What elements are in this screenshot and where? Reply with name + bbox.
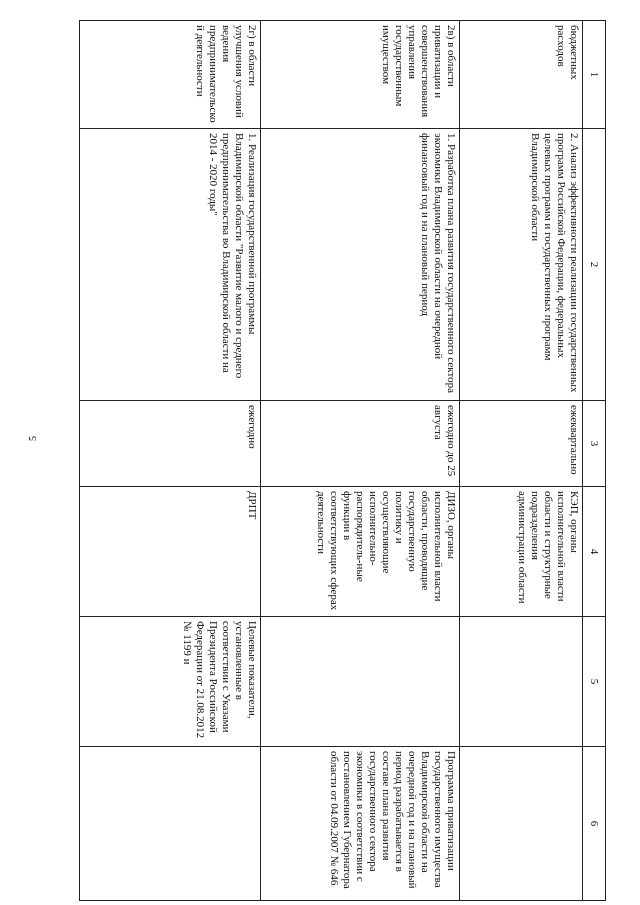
table-cell: 1. Реализация государственной программы Владимирской области "Развитие малого и среднего предпринимательства во Владимирской области на 2014 - 2020 годы" [80, 129, 261, 401]
column-header-2: 2 [583, 129, 606, 401]
column-header-3: 3 [583, 401, 606, 487]
table-cell [80, 747, 261, 901]
table-row [261, 21, 460, 901]
table-row [80, 21, 261, 901]
table-cell: 1. Разработка плана развития государственного сектора экономики Владимирской области на очередной финансовый год и на плановый период [261, 129, 460, 401]
table-cell [460, 617, 583, 747]
table-row [460, 21, 583, 901]
rotated-page-content [86, 20, 606, 900]
table-cell: Целевые показатели, установленные в соответствии с Указами Президента Российской Федерации от 21.08.2012 № 1199 и [80, 617, 261, 747]
table-cell: ежегодно до 25 августа [261, 401, 460, 487]
table-cell: ДРПТ [80, 487, 261, 617]
page-number: 5 [28, 436, 39, 441]
table-cell [261, 617, 460, 747]
table-cell: бюджетных расходов [460, 21, 583, 129]
table-cell [460, 747, 583, 901]
table-cell: ДИЗО, органы исполнительной власти области, проводящие государственную политику и осуществляющие исполнительно-распорядитель-ные функции в соответствующих сферах деятельности [261, 487, 460, 617]
table-cell: 2. Анализ эффективности реализации государственных программ Российской Федерации, федеральных целевых программ и государственных программ Владимирской области [460, 129, 583, 401]
column-header-4: 4 [583, 487, 606, 617]
header-row [583, 21, 606, 901]
table-cell: Программа приватизации государственного имущества Владимирской области на очередной год и на плановый период разрабатывается в составе плана развития государственного сектора экономики в соответствии с постановлением Губернатора области от 04.09.2007 № 646 [261, 747, 460, 901]
table-cell: 2в) в области приватизации и совершенствования управления государственным имуществом [261, 21, 460, 129]
table-cell: ежегодно [80, 401, 261, 487]
table-cell: 2г) в области улучшения условий ведения предпринимательской деятельности [80, 21, 261, 129]
measures-table [79, 20, 606, 901]
table-cell: ежеквартально [460, 401, 583, 487]
column-header-1: 1 [583, 21, 606, 129]
column-header-5: 5 [583, 617, 606, 747]
column-header-6: 6 [583, 747, 606, 901]
table-cell: КЭП, органы исполнительной власти области и структурные подразделения администрации области [460, 487, 583, 617]
